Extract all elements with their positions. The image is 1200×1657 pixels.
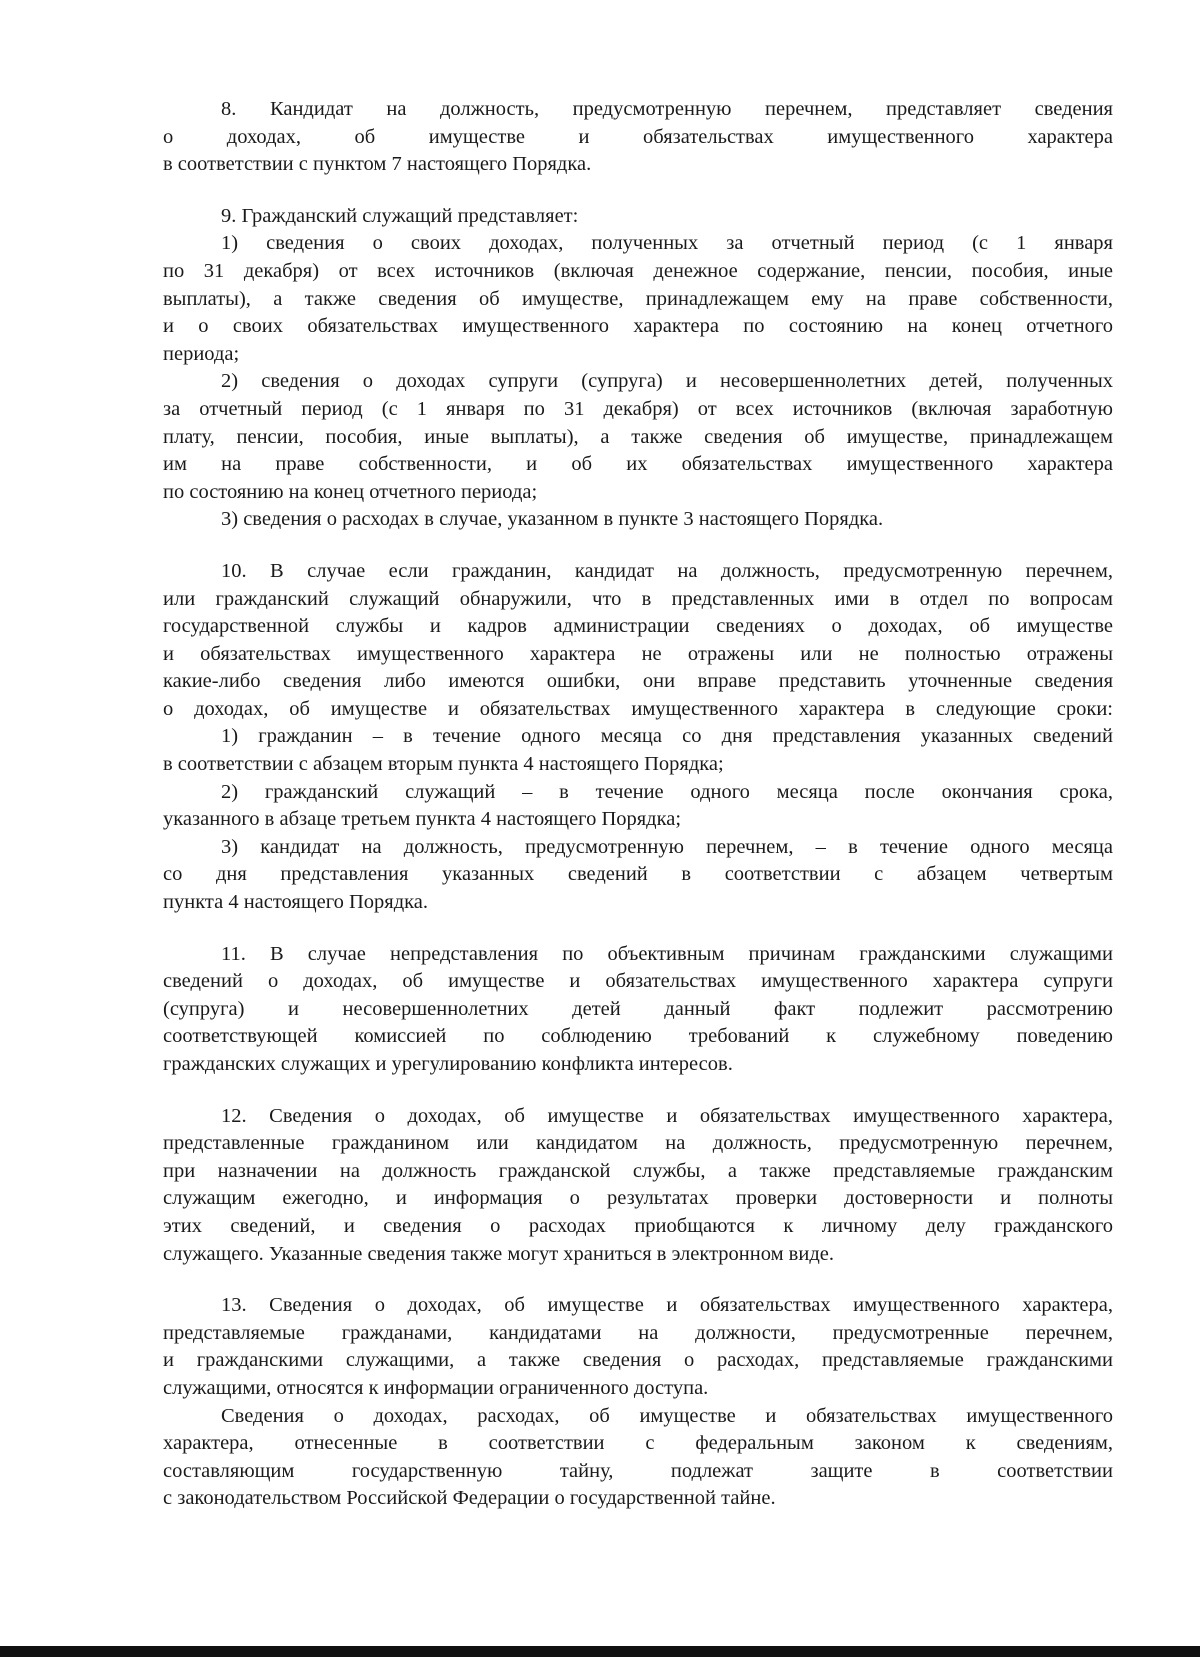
- text-line: государственной службы и кадров администрации сведениях о доходах, об имуществе: [163, 615, 1113, 638]
- text-line: служащими, относятся к информации ограниченного доступа.: [163, 1376, 709, 1399]
- scan-edge-gap: [712, 1642, 1200, 1646]
- text-line: в соответствии с абзацем вторым пункта 4 настоящего Порядка;: [163, 753, 724, 776]
- text-line: 13. Сведения о доходах, об имуществе и обязательствах имущественного характера,: [221, 1294, 1113, 1317]
- text-line: с законодательством Российской Федерации о государственной тайне.: [163, 1487, 776, 1510]
- text-line: (супруга) и несовершеннолетних детей данный факт подлежит рассмотрению: [163, 997, 1113, 1020]
- text-line: о доходах, об имуществе и обязательствах имущественного характера в следующие сроки:: [163, 697, 1113, 720]
- text-line: 9. Гражданский служащий представляет:: [221, 204, 579, 227]
- paragraph-8: [163, 96, 1113, 179]
- text-line: плату, пенсии, пособия, иные выплаты), а также сведения об имуществе, принадлежащем: [163, 425, 1113, 448]
- text-line: со дня представления указанных сведений в соответствии с абзацем четвертым: [163, 863, 1113, 886]
- text-line: указанного в абзаце третьем пункта 4 настоящего Порядка;: [163, 808, 682, 831]
- text-line: или гражданский служащий обнаружили, что в представленных ими в отдел по вопросам: [163, 587, 1113, 610]
- text-line: в соответствии с пунктом 7 настоящего Порядка.: [163, 153, 592, 176]
- paragraph-gap: [163, 179, 1113, 203]
- text-line: и обязательствах имущественного характера не отражены или не полностью отражены: [163, 642, 1113, 665]
- text-line: какие-либо сведения либо имеются ошибки, они вправе представить уточненные сведения: [163, 670, 1113, 693]
- text-line: представляемые гражданами, кандидатами на должности, предусмотренные перечнем,: [163, 1321, 1113, 1344]
- text-line: 3) сведения о расходах в случае, указанном в пункте 3 настоящего Порядка.: [221, 508, 884, 531]
- paragraph-gap: [163, 1268, 1113, 1292]
- document-page: [163, 96, 1113, 1513]
- paragraph-10: [163, 558, 1113, 917]
- text-line: служащего. Указанные сведения также могут храниться в электронном виде.: [163, 1242, 834, 1265]
- text-line: Сведения о доходах, расходах, об имуществе и обязательствах имущественного: [221, 1404, 1113, 1427]
- text-line: 8. Кандидат на должность, предусмотренную перечнем, представляет сведения: [221, 98, 1113, 120]
- text-line: 10. В случае если гражданин, кандидат на должность, предусмотренную перечнем,: [221, 559, 1113, 582]
- text-line: 3) кандидат на должность, предусмотренную перечнем, – в течение одного месяца: [221, 835, 1113, 858]
- text-line: 12. Сведения о доходах, об имуществе и обязательствах имущественного характера,: [221, 1104, 1113, 1127]
- text-line: составляющим государственную тайну, подлежат защите в соответствии: [163, 1459, 1113, 1482]
- paragraph-gap: [163, 1079, 1113, 1103]
- text-line: сведений о доходах, об имуществе и обязательствах имущественного характера супруги: [163, 970, 1113, 993]
- text-line: и о своих обязательствах имущественного характера по состоянию на конец отчетного: [163, 315, 1113, 338]
- text-line: о доходах, об имуществе и обязательствах имущественного характера: [163, 125, 1113, 148]
- text-line: периода;: [163, 342, 240, 365]
- text-line: представленные гражданином или кандидатом на должность, предусмотренную перечнем,: [163, 1132, 1113, 1155]
- text-line: этих сведений, и сведения о расходах приобщаются к личному делу гражданского: [163, 1214, 1113, 1237]
- text-line: служащим ежегодно, и информация о результатах проверки достоверности и полноты: [163, 1187, 1113, 1210]
- text-line: гражданских служащих и урегулированию конфликта интересов.: [163, 1053, 733, 1075]
- text-line: соответствующей комиссией по соблюдению требований к служебному поведению: [163, 1025, 1113, 1048]
- paragraph-gap: [163, 917, 1113, 941]
- text-line: 1) гражданин – в течение одного месяца со дня представления указанных сведений: [221, 725, 1113, 748]
- paragraph-9: [163, 203, 1113, 534]
- paragraph-11: [163, 941, 1113, 1079]
- paragraph-12: [163, 1103, 1113, 1269]
- text-line: по 31 декабря) от всех источников (включая денежное содержание, пенсии, пособия, иные: [163, 259, 1113, 282]
- text-line: характера, отнесенные в соответствии с федеральным законом к сведениям,: [163, 1432, 1113, 1455]
- text-line: и гражданскими служащими, а также сведения о расходах, представляемые гражданскими: [163, 1349, 1113, 1372]
- text-line: 2) сведения о доходах супруги (супруга) и несовершеннолетних детей, полученных: [221, 370, 1113, 393]
- text-line: 11. В случае непредставления по объективным причинам гражданскими служащими: [221, 942, 1113, 965]
- text-line: пункта 4 настоящего Порядка.: [163, 891, 429, 914]
- text-line: при назначении на должность гражданской службы, а также представляемые гражданским: [163, 1159, 1113, 1182]
- text-line: по состоянию на конец отчетного периода;: [163, 480, 538, 503]
- text-line: за отчетный период (с 1 января по 31 декабря) от всех источников (включая заработную: [163, 397, 1113, 420]
- text-line: им на праве собственности, и об их обязательствах имущественного характера: [163, 453, 1113, 476]
- text-line: 2) гражданский служащий – в течение одного месяца после окончания срока,: [221, 780, 1113, 803]
- scan-edge-bar: [0, 1646, 1200, 1657]
- paragraph-13: [163, 1292, 1113, 1513]
- text-line: 1) сведения о своих доходах, полученных за отчетный период (с 1 января: [221, 232, 1113, 255]
- text-line: выплаты), а также сведения об имуществе, принадлежащем ему на праве собственности,: [163, 287, 1113, 310]
- paragraph-gap: [163, 534, 1113, 558]
